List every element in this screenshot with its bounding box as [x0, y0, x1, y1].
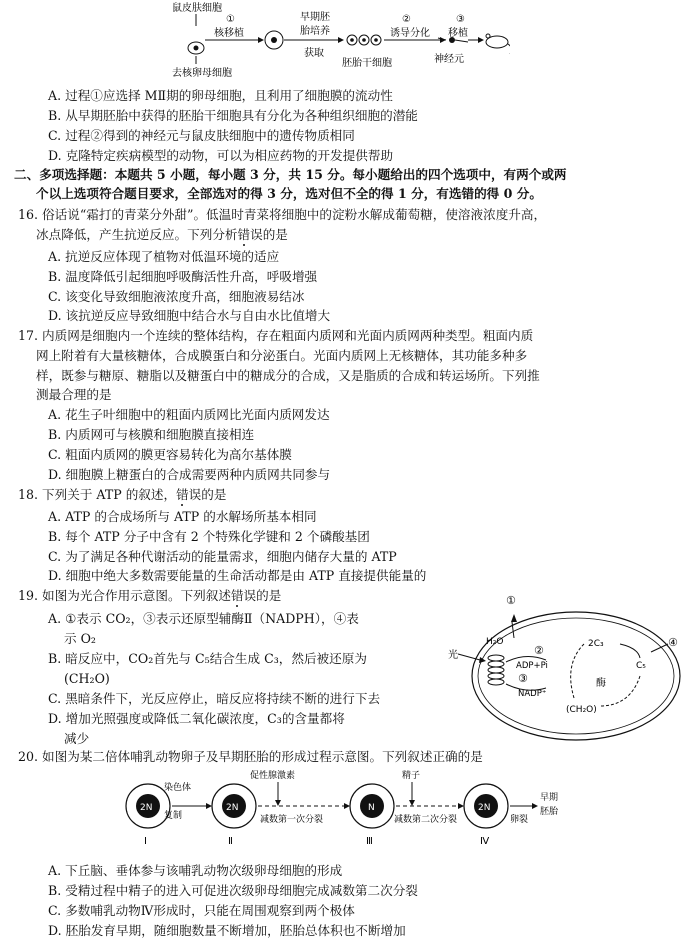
neuron-label: 神经元	[434, 54, 464, 65]
oocyte-formation-diagram	[120, 768, 570, 848]
cell-4-label: 2N	[478, 803, 491, 813]
cell-1-label: 2N	[140, 803, 153, 813]
q20-option-a: A. 下丘脑、垂体参与该哺乳动物次级卵母细胞的形成	[48, 863, 343, 878]
q17-option-b: B. 内质网可与核膜和细胞膜直接相连	[48, 427, 255, 442]
q19-option-b-1: B. 暗反应中，CO₂首先与 C₅结合生成 C₃，然后被还原为	[48, 651, 367, 666]
mouse-skin-cell-label: 鼠皮肤细胞	[172, 3, 222, 14]
marker-3: ③	[518, 672, 528, 685]
q20-stem: 20. 如图为某二倍体哺乳动物卵子及早期胚胎的形成过程示意图。下列叙述正确的是	[18, 749, 483, 764]
replicate-label-2: 复制	[164, 811, 183, 821]
q19-option-a-1: A. ①表示 CO₂，③表示还原型辅酶Ⅱ（NADPH），④表	[48, 611, 359, 626]
q15-option-d: D. 克隆特定疾病模型的动物，可以为相应药物的开发提供帮助	[48, 148, 394, 163]
q17-option-d: D. 细胞膜上糖蛋白的合成需要两种内质网共同参与	[48, 467, 331, 482]
q20-option-b: B. 受精过程中精子的进入可促进次级卵母细胞完成减数第二次分裂	[48, 883, 418, 898]
early-embryo-label-2: 胎培养	[300, 26, 330, 37]
q17-stem-4: 测最合理的是	[36, 387, 112, 402]
transplant-label: 移植	[448, 28, 468, 39]
q17-option-c: C. 粗面内质网的膜更容易转化为高尔基体膜	[48, 447, 292, 462]
early-embryo-label-1: 早期胚	[300, 12, 330, 23]
c5-label: C₅	[636, 661, 646, 671]
enzyme-label: 酶	[596, 678, 606, 689]
embryo-label-1: 早期	[540, 793, 559, 803]
q19-option-a-2: 示 O₂	[64, 631, 96, 646]
cell-3-label: N	[368, 803, 375, 813]
c3-label: 2C₃	[588, 639, 604, 649]
q19-option-b-2: (CH₂O)	[64, 671, 110, 686]
q15-option-b: B. 从早期胚胎中获得的胚胎干细胞具有分化为各种组织细胞的潜能	[48, 108, 418, 123]
q18-option-c: C. 为了满足各种代谢活动的能量需求，细胞内储存大量的 ATP	[48, 549, 397, 564]
q16-option-b: B. 温度降低引起细胞呼吸酶活性升高，呼吸增强	[48, 269, 318, 284]
light-label: 光	[448, 650, 458, 661]
cell-2-label: 2N	[226, 803, 239, 813]
photosynthesis-diagram	[446, 588, 686, 748]
section2-instructions-2: 个以上选项符合题目要求，全部选对的得 3 分，选对但不全的得 1 分，有选错的得 0 分。	[36, 186, 542, 201]
thylakoid-stack-icon	[488, 655, 504, 685]
step2-label: ②	[402, 14, 411, 25]
stage-1-label: Ⅰ	[144, 836, 147, 847]
q20-option-d: D. 胚胎发育早期，随细胞数量不断增加，胚胎总体积也不断增加	[48, 923, 406, 938]
hormone-label: 促性腺激素	[250, 771, 296, 781]
nuclear-transfer-label: 核移植	[214, 28, 244, 39]
step1-label: ①	[226, 14, 235, 25]
enucleated-egg-label: 去核卵母细胞	[172, 68, 232, 79]
es-cell-label: 胚胎干细胞	[342, 58, 392, 69]
section2-instructions-1: 二、多项选择题：本题共 5 小题，每小题 3 分，共 15 分。每小题给出的四个选项中，有两个或两	[14, 167, 567, 182]
q18-option-b: B. 每个 ATP 分子中含有 2 个特殊化学键和 2 个磷酸基团	[48, 529, 370, 544]
q16-option-d: D. 该抗逆反应导致细胞中结合水与自由水比值增大	[48, 308, 331, 323]
q17-stem-3: 样，既参与糖原、糖脂以及糖蛋白中的糖成分的合成，又是脂质的合成和转运场所。下列推	[36, 368, 540, 383]
q16-stem-2: 冰点降低，产生抗逆反应。下列分析错误的是	[36, 227, 288, 242]
mouse-icon	[486, 34, 510, 54]
marker-2: ②	[534, 644, 544, 657]
step3-label: ③	[456, 14, 465, 25]
stage-4-label: Ⅳ	[480, 836, 490, 847]
q18-option-d: D. 细胞中绝大多数需要能量的生命活动都是由 ATP 直接提供能量的	[48, 568, 427, 583]
q18-option-a: A. ATP 的合成场所与 ATP 的水解场所基本相同	[48, 509, 317, 524]
es-cells-icon	[347, 35, 381, 45]
q19-stem: 19. 如图为光合作用示意图。下列叙述错误的是	[18, 588, 282, 603]
q17-stem-2: 网上附着有大量核糖体，合成膜蛋白和分泌蛋白。光面内质网上无核糖体，其功能多种多	[36, 348, 528, 363]
q17-stem-1: 17. 内质网是细胞内一个连续的整体结构，存在粗面内质网和光面内质网两种类型。粗面内质	[18, 328, 534, 343]
q19-option-c: C. 黑暗条件下，光反应停止，暗反应将持续不断的进行下去	[48, 691, 381, 706]
nadp-label: NADP⁺	[518, 689, 547, 699]
q16-option-c: C. 该变化导致细胞液浓度升高，细胞液易结冰	[48, 289, 305, 304]
stage-3-label: Ⅲ	[366, 836, 373, 847]
cleavage-label: 卵裂	[510, 815, 529, 825]
meiosis2-label: 减数第二次分裂	[394, 815, 458, 825]
induce-label: 诱导分化	[390, 28, 430, 39]
obtain-label: 获取	[304, 48, 324, 59]
q18-stem: 18. 下列关于 ATP 的叙述，错误的是	[18, 487, 227, 502]
q16-stem-1: 16. 俗话说“霜打的青菜分外甜”。低温时青菜将细胞中的淀粉水解成葡萄糖，使溶液浓度升高，	[18, 207, 547, 222]
q16-option-a: A. 抗逆反应体现了植物对低温环境的适应	[48, 249, 280, 264]
q19-option-d-1: D. 增加光照强度或降低二氧化碳浓度，C₃的含量都将	[48, 711, 345, 726]
embryo-label-2: 胚胎	[540, 807, 559, 817]
h2o-label: H₂O	[486, 637, 504, 647]
q15-option-a: A. 过程①应选择 MⅡ期的卵母细胞，且利用了细胞膜的流动性	[48, 88, 393, 103]
cloning-diagram	[150, 0, 510, 82]
stage-2-label: Ⅱ	[228, 836, 233, 847]
q20-option-c: C. 多数哺乳动物Ⅳ形成时，只能在周围观察到两个极体	[48, 903, 355, 918]
adp-label: ADP+Pi	[516, 661, 548, 671]
q17-option-a: A. 花生子叶细胞中的粗面内质网比光面内质网发达	[48, 407, 330, 422]
marker-4: ④	[668, 636, 678, 649]
replicate-label-1: 染色体	[164, 783, 192, 793]
meiosis1-label: 减数第一次分裂	[260, 815, 324, 825]
q19-option-d-2: 减少	[64, 731, 90, 746]
ch2o-label: (CH₂O)	[566, 705, 597, 715]
marker-1: ①	[506, 594, 516, 607]
q15-option-c: C. 过程②得到的神经元与鼠皮肤细胞中的遗传物质相同	[48, 128, 355, 143]
sperm-label: 精子	[402, 771, 421, 781]
